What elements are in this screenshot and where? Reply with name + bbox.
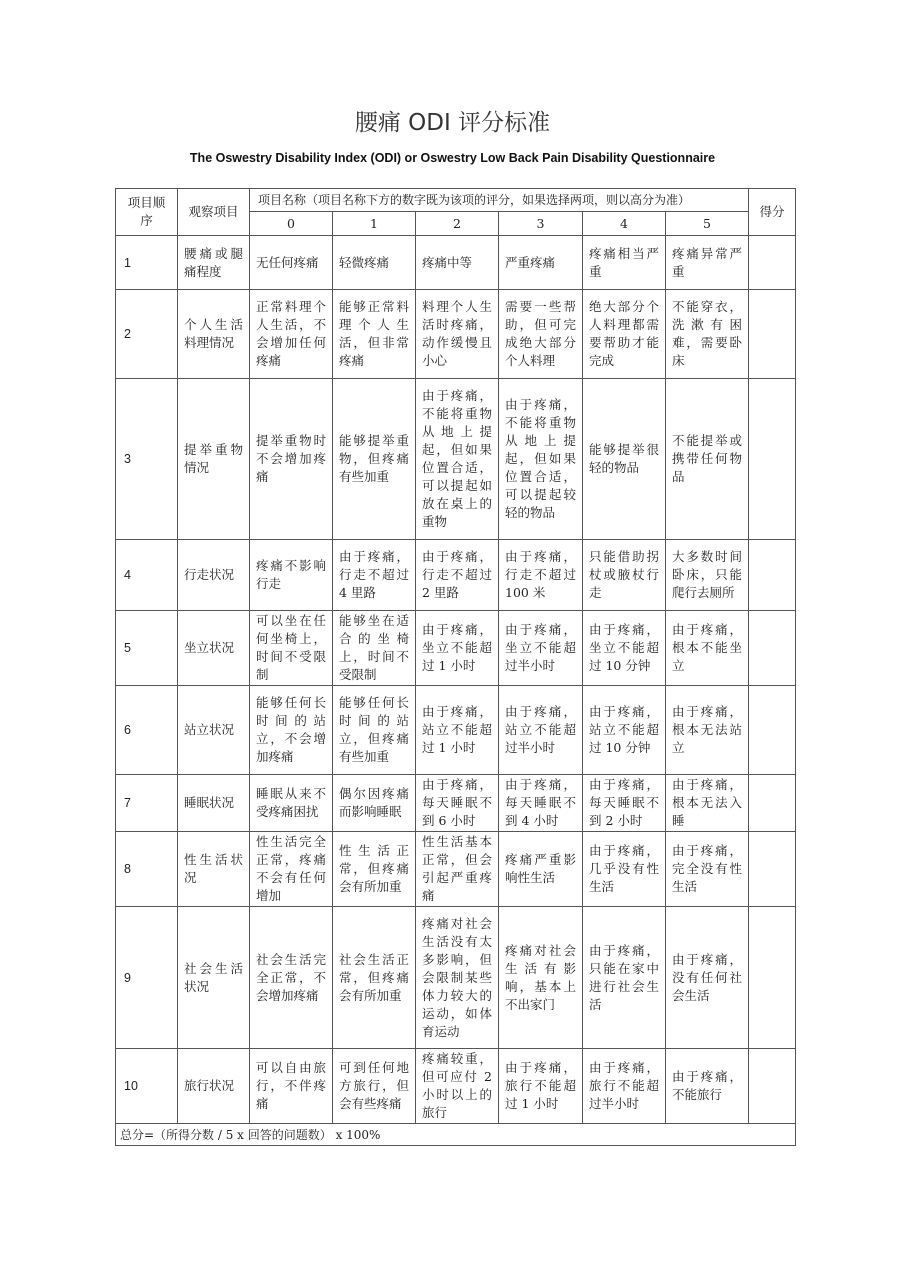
score-cell[interactable] (749, 832, 796, 907)
page-title: 腰痛 ODI 评分标准 (354, 110, 551, 136)
option-score-3: 疼痛对社会生活有影响，基本上不出家门 (499, 907, 583, 1049)
option-score-0: 睡眠从来不受疼痛困扰 (250, 775, 333, 832)
option-score-2: 由于疼痛，行走不超过 2 里路 (416, 540, 499, 611)
row-number: 5 (116, 611, 178, 686)
option-score-2: 疼痛较重，但可应付 2 小时以上的旅行 (416, 1049, 499, 1124)
option-score-3: 疼痛严重影响性生活 (499, 832, 583, 907)
header-observe: 观察项目 (178, 189, 250, 236)
option-score-2: 料理个人生活时疼痛，动作缓慢且小心 (416, 290, 499, 379)
option-score-1: 由于疼痛，行走不超过 4 里路 (333, 540, 416, 611)
option-score-2: 疼痛中等 (416, 236, 499, 290)
option-score-1: 能够坐在适合的坐椅上，时间不受限制 (333, 611, 416, 686)
option-score-1: 社会生活正常，但疼痛会有所加重 (333, 907, 416, 1049)
table-row (116, 611, 796, 686)
option-score-0: 能够任何长时间的站立，不会增加疼痛 (250, 686, 333, 775)
option-score-0: 社会生活完全正常，不会增加疼痛 (250, 907, 333, 1049)
option-score-0: 可以自由旅行，不伴疼痛 (250, 1049, 333, 1124)
option-score-1: 偶尔因疼痛而影响睡眠 (333, 775, 416, 832)
option-score-4: 由于疼痛，每天睡眠不到 2 小时 (583, 775, 666, 832)
row-item: 社会生活状况 (178, 907, 250, 1049)
option-score-3: 由于疼痛，每天睡眠不到 4 小时 (499, 775, 583, 832)
header-score-1: 1 (333, 212, 416, 236)
option-score-4: 疼痛相当严重 (583, 236, 666, 290)
table-row (116, 379, 796, 540)
header-order: 项目顺序 (116, 189, 178, 236)
row-item: 坐立状况 (178, 611, 250, 686)
row-number: 3 (116, 379, 178, 540)
option-score-3: 由于疼痛，不能将重物从地上提起，但如果位置合适，可以提起较轻的物品 (499, 379, 583, 540)
option-score-4: 能够提举很轻的物品 (583, 379, 666, 540)
option-score-4: 由于疼痛，站立不能超过 10 分钟 (583, 686, 666, 775)
option-score-2: 由于疼痛，每天睡眠不到 6 小时 (416, 775, 499, 832)
page-subtitle: The Oswestry Disability Index (ODI) or Oswestry Low Back Pain Disability Questionnaire (189, 151, 716, 165)
row-item: 行走状况 (178, 540, 250, 611)
header-score-5: 5 (666, 212, 749, 236)
table-row (116, 290, 796, 379)
score-cell[interactable] (749, 290, 796, 379)
option-score-4: 由于疼痛，几乎没有性生活 (583, 832, 666, 907)
row-item: 站立状况 (178, 686, 250, 775)
option-score-0: 无任何疼痛 (250, 236, 333, 290)
option-score-3: 由于疼痛，站立不能超过半小时 (499, 686, 583, 775)
score-cell[interactable] (749, 379, 796, 540)
option-score-4: 由于疼痛，只能在家中进行社会生活 (583, 907, 666, 1049)
option-score-2: 由于疼痛，坐立不能超过 1 小时 (416, 611, 499, 686)
option-score-5: 由于疼痛，不能旅行 (666, 1049, 749, 1124)
option-score-4: 由于疼痛，旅行不能超过半小时 (583, 1049, 666, 1124)
score-cell[interactable] (749, 1049, 796, 1124)
row-item: 腰痛或腿痛程度 (178, 236, 250, 290)
option-score-5: 由于疼痛，根本不能坐立 (666, 611, 749, 686)
table-row (116, 832, 796, 907)
option-score-5: 由于疼痛，完全没有性生活 (666, 832, 749, 907)
option-score-1: 性生活正常，但疼痛会有所加重 (333, 832, 416, 907)
row-item: 旅行状况 (178, 1049, 250, 1124)
table-row (116, 1049, 796, 1124)
score-cell[interactable] (749, 611, 796, 686)
option-score-0: 正常料理个人生活，不会增加任何疼痛 (250, 290, 333, 379)
option-score-3: 由于疼痛，旅行不能超过 1 小时 (499, 1049, 583, 1124)
option-score-5: 由于疼痛，根本无法入睡 (666, 775, 749, 832)
total-formula: 总分=（所得分数 / 5 x 回答的问题数） x 100% (116, 1124, 796, 1146)
row-number: 1 (116, 236, 178, 290)
header-score-col: 得分 (749, 189, 796, 236)
row-number: 2 (116, 290, 178, 379)
table-row (116, 236, 796, 290)
row-number: 4 (116, 540, 178, 611)
header-score-2: 2 (416, 212, 499, 236)
option-score-3: 需要一些帮助，但可完成绝大部分个人料理 (499, 290, 583, 379)
option-score-1: 能够提举重物，但疼痛有些加重 (333, 379, 416, 540)
score-cell[interactable] (749, 540, 796, 611)
row-number: 6 (116, 686, 178, 775)
score-cell[interactable] (749, 907, 796, 1049)
table-row (116, 907, 796, 1049)
option-score-1: 可到任何地方旅行，但会有些疼痛 (333, 1049, 416, 1124)
option-score-4: 绝大部分个人料理都需要帮助才能完成 (583, 290, 666, 379)
score-cell[interactable] (749, 236, 796, 290)
option-score-0: 提举重物时不会增加疼痛 (250, 379, 333, 540)
option-score-4: 只能借助拐杖或腋杖行走 (583, 540, 666, 611)
score-cell[interactable] (749, 686, 796, 775)
table-row (116, 686, 796, 775)
option-score-3: 严重疼痛 (499, 236, 583, 290)
option-score-5: 疼痛异常严重 (666, 236, 749, 290)
row-number: 9 (116, 907, 178, 1049)
option-score-5: 由于疼痛，没有任何社会生活 (666, 907, 749, 1049)
row-number: 8 (116, 832, 178, 907)
option-score-2: 性生活基本正常，但会引起严重疼痛 (416, 832, 499, 907)
header-score-4: 4 (583, 212, 666, 236)
option-score-3: 由于疼痛，行走不超过 100 米 (499, 540, 583, 611)
option-score-5: 不能穿衣，洗漱有困难，需要卧床 (666, 290, 749, 379)
score-cell[interactable] (749, 775, 796, 832)
row-number: 7 (116, 775, 178, 832)
option-score-4: 由于疼痛，坐立不能超过 10 分钟 (583, 611, 666, 686)
option-score-2: 疼痛对社会生活没有太多影响，但会限制某些体力较大的运动，如体育运动 (416, 907, 499, 1049)
option-score-1: 能够任何长时间的站立，但疼痛有些加重 (333, 686, 416, 775)
option-score-2: 由于疼痛，站立不能超过 1 小时 (416, 686, 499, 775)
row-item: 性生活状况 (178, 832, 250, 907)
option-score-2: 由于疼痛，不能将重物从地上提起，但如果位置合适，可以提起如放在桌上的重物 (416, 379, 499, 540)
option-score-5: 由于疼痛，根本无法站立 (666, 686, 749, 775)
header-score-3: 3 (499, 212, 583, 236)
option-score-5: 大多数时间卧床，只能爬行去厕所 (666, 540, 749, 611)
option-score-5: 不能提举或携带任何物品 (666, 379, 749, 540)
option-score-0: 可以坐在任何坐椅上，时间不受限制 (250, 611, 333, 686)
option-score-1: 能够正常料理个人生活，但非常疼痛 (333, 290, 416, 379)
option-score-0: 疼痛不影响行走 (250, 540, 333, 611)
row-number: 10 (116, 1049, 178, 1124)
header-span: 项目名称（项目名称下方的数字既为该项的评分，如果选择两项，则以高分为准） (250, 189, 749, 212)
option-score-1: 轻微疼痛 (333, 236, 416, 290)
option-score-3: 由于疼痛，坐立不能超过半小时 (499, 611, 583, 686)
row-item: 睡眠状况 (178, 775, 250, 832)
option-score-0: 性生活完全正常，疼痛不会有任何增加 (250, 832, 333, 907)
row-item: 个人生活料理情况 (178, 290, 250, 379)
odi-table (115, 188, 796, 1146)
header-score-0: 0 (250, 212, 333, 236)
table-row (116, 540, 796, 611)
row-item: 提举重物情况 (178, 379, 250, 540)
table-row (116, 775, 796, 832)
